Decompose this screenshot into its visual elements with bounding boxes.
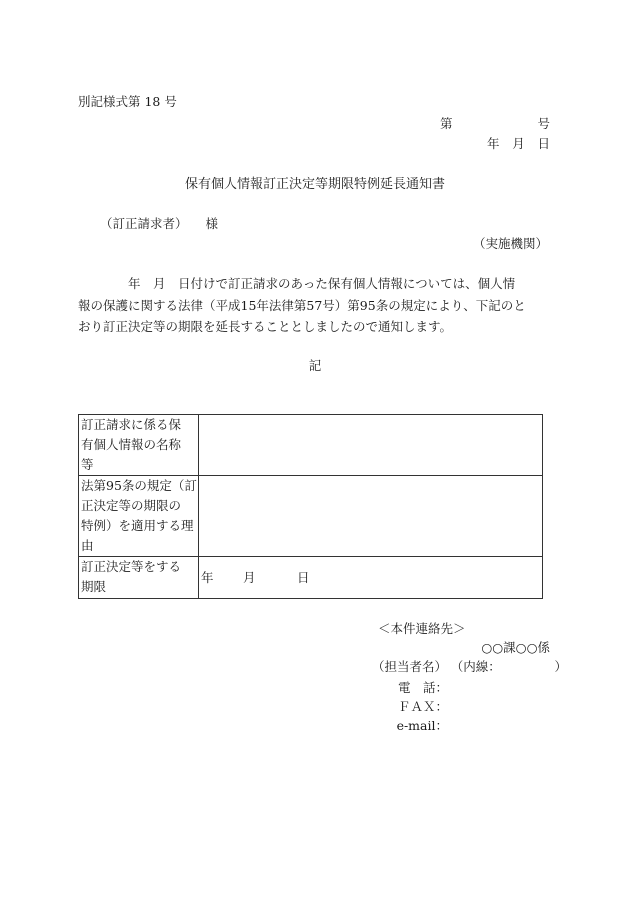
- deadline-year: 年: [201, 569, 214, 585]
- table-label-cell: [79, 557, 199, 599]
- agency-name: （実施機関）: [472, 236, 548, 251]
- table-label-cell: [79, 415, 199, 476]
- table-value-cell: [199, 476, 543, 557]
- label-line: 由: [81, 538, 94, 553]
- table-value-cell: [199, 415, 543, 476]
- phone-label: 電 話：: [397, 680, 448, 695]
- fax-label: ＦＡＸ：: [397, 699, 448, 714]
- contact-fax: [388, 701, 448, 714]
- date-year: 年: [487, 136, 500, 151]
- addressee-name: （訂正請求者）: [100, 216, 188, 231]
- contact-department: ○○課○○係: [481, 640, 550, 655]
- contact-person-label: （担当者名）: [372, 659, 448, 674]
- body-paragraph: [78, 273, 552, 338]
- label-line: 有個人情報の名称: [81, 437, 182, 452]
- label-line: 正決定等の期限の: [81, 498, 182, 513]
- email-label: e-mail：: [396, 718, 448, 733]
- date-month: 月: [512, 136, 525, 151]
- contact-person: [372, 661, 567, 674]
- ki-heading: 記: [308, 358, 322, 373]
- addressee-honorific: 様: [205, 216, 219, 231]
- number-prefix: 第: [440, 116, 453, 131]
- contact-phone: [388, 682, 448, 695]
- contact-email: [388, 720, 448, 733]
- table-value-cell: [199, 557, 543, 599]
- body-line: 報の保護に関する法律（平成15年法律第57号）第95条の規定により、下記のと: [78, 297, 526, 313]
- addressee: [100, 218, 218, 231]
- contact-extension-close: ）: [554, 659, 568, 674]
- deadline-month: 月: [243, 569, 256, 585]
- label-line: 期限: [81, 579, 107, 594]
- table-row: [79, 415, 543, 476]
- table-row: [79, 557, 543, 599]
- label-line: 等: [81, 457, 94, 472]
- contact-extension: （内線：: [457, 659, 495, 674]
- label-line: 法第95条の規定（訂: [81, 478, 197, 493]
- date-day: 日: [537, 136, 550, 151]
- number-suffix: 号: [537, 116, 550, 131]
- page-title: 保有個人情報訂正決定等期限特例延長通知書: [184, 177, 445, 192]
- body-line: おり訂正決定等の期限を延長することとしましたので通知します。: [78, 319, 453, 334]
- table-label-cell: [79, 476, 199, 557]
- label-line: 訂正請求に係る保: [81, 417, 182, 432]
- document-number: [440, 118, 550, 131]
- label-line: 特例）を適用する理: [81, 518, 194, 533]
- label-line: 訂正決定等をする: [81, 559, 182, 574]
- document-date: [487, 138, 550, 151]
- form-label: 別記様式第 18 号: [78, 94, 177, 109]
- contact-heading: ＜本件連絡先＞: [378, 621, 466, 636]
- body-line: 年 月 日付けで訂正請求のあった保有個人情報については、個人情: [128, 276, 516, 291]
- deadline-day: 日: [297, 569, 310, 585]
- info-table: [78, 414, 543, 599]
- table-row: [79, 476, 543, 557]
